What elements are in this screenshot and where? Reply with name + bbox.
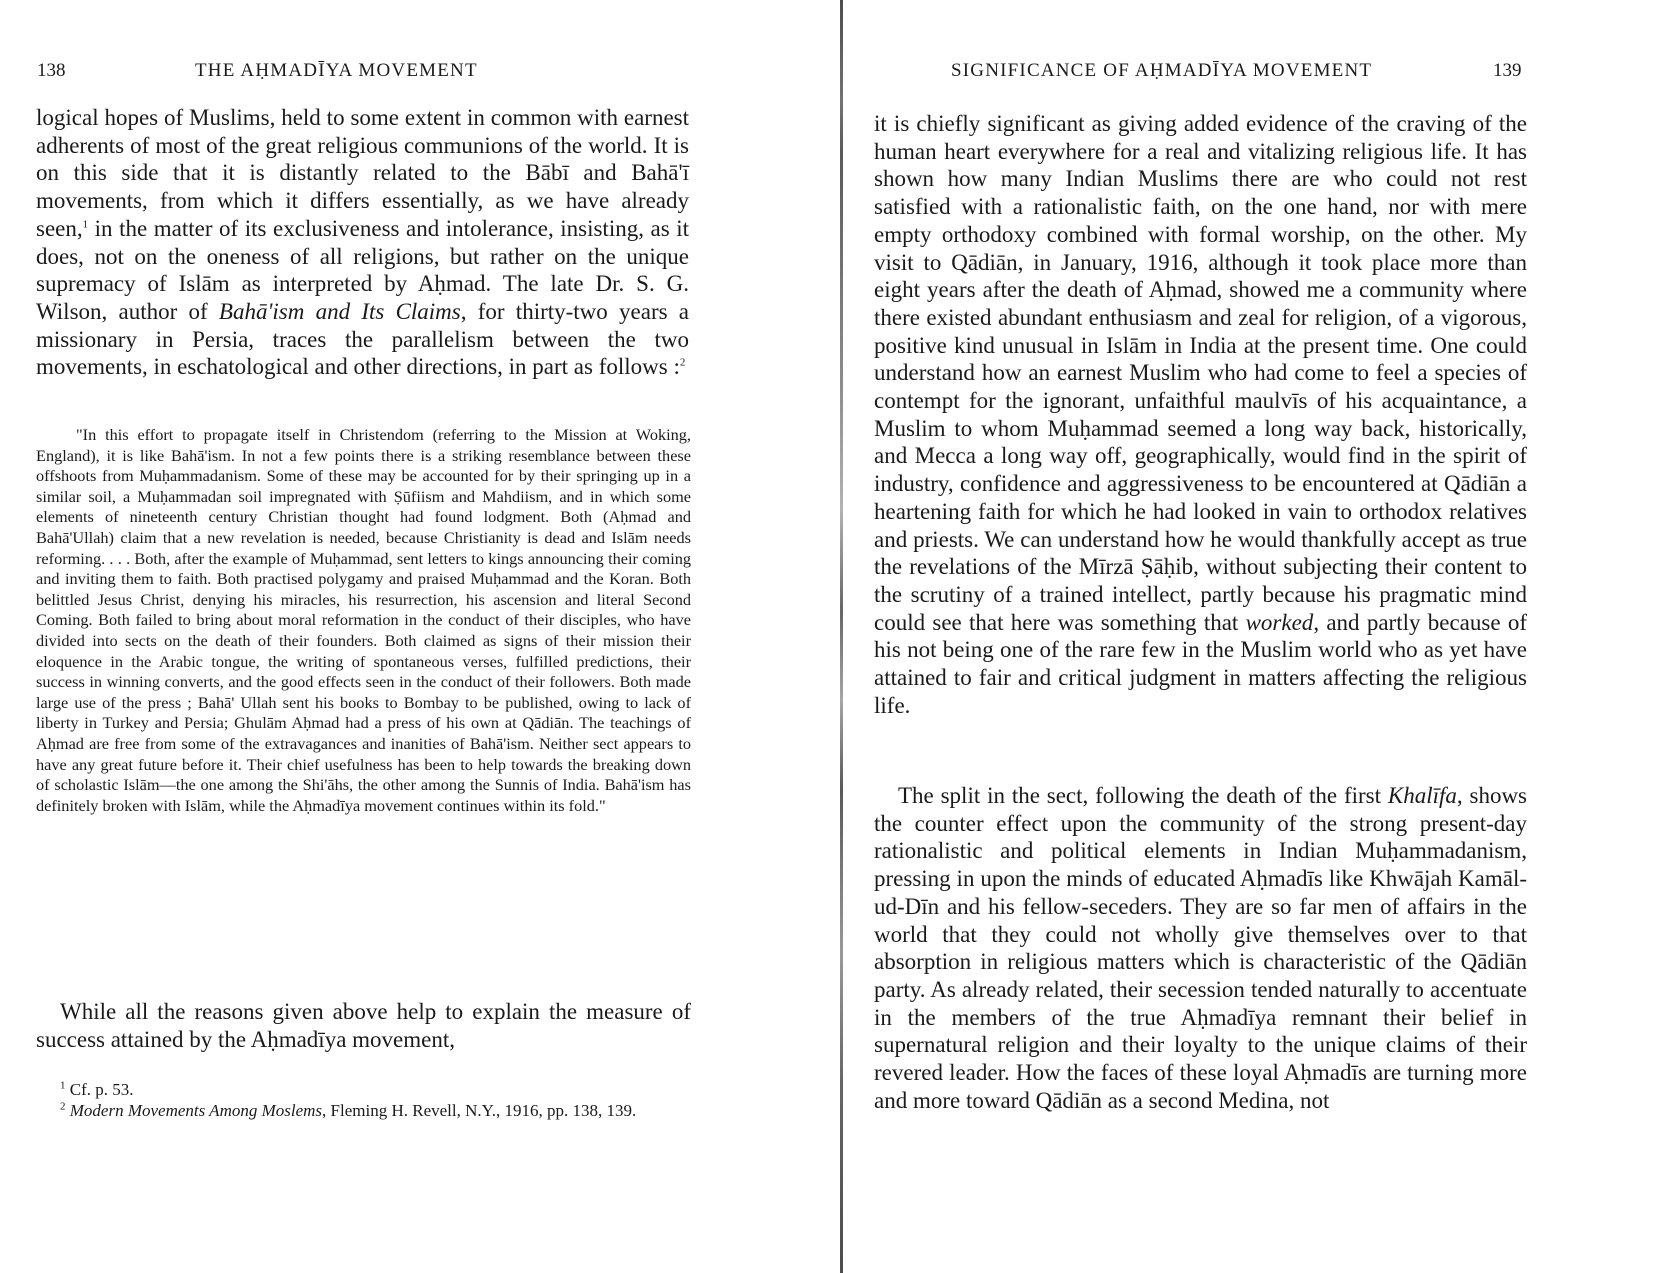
rp2-emphasis: Khalīfa bbox=[1387, 783, 1457, 808]
footnote-1-text: Cf. p. 53. bbox=[65, 1080, 134, 1099]
body-paragraph-1 bbox=[36, 104, 689, 381]
footnote-ref-1: 1 bbox=[82, 218, 89, 231]
footnote-2-marker: 2 bbox=[60, 1100, 66, 1113]
footnote-1-marker: 1 bbox=[60, 1079, 66, 1092]
footnote-2 bbox=[36, 1100, 691, 1121]
rp2-text-b: , shows the counter effect upon the community of the strong present-day rationalistic and political elements in Indian Muḥammadanism, pressing in upon the minds of educated Aḥmadīs like Khwājah Kamāl-ud-Dīn and his fellow-seceders. They are so far men of affairs in the world that they could not wholly give themselves over to that absorption in religious matters which is characteristic of the Qādiān party. As already related, their secession tended naturally to accentuate in the members of the true Aḥmadīya remnant their belief in supernatural religion and their loyalty to the unique claims of their revered leader. How the faces of these loyal Aḥmadīs are turning more and more toward Qādiān as a second Medina, not bbox=[874, 783, 1528, 1113]
block-quote bbox=[36, 425, 691, 816]
book-gutter bbox=[818, 0, 868, 1273]
right-body-paragraph-1 bbox=[874, 110, 1527, 719]
rp1-text-a: it is chiefly significant as giving added evidence of the craving of the human heart everywhere for a real and vitalizing religious life. It has shown how many Indian Muslims there are who could not rest satisfied with a rationalistic faith, on the one hand, nor with mere empty orthodoxy combined with formal worship, on the other. My visit to Qādiān, in January, 1916, although it took place more than eight years after the death of Aḥmad, showed me a community where there existed abundant enthusiasm and zeal for religion, of a vigorous, positive kind unusual in Islām in India at the present time. One could understand how an earnest Muslim who had come to feel a species of contempt for the ignorant, unfaithful maulvīs of his acquaintance, a Muslim to whom Muḥammad seemed a long way back, historically, and Mecca a long way off, geographically, would find in the spirit of industry, confidence and aggressiveness to be encountered at Qādiān a heartening faith for which he had looked in vain to orthodox relatives and priests. We can understand how he would thankfully accept as true the revelations of the Mīrzā Ṣāḥib, without subjecting their content to the scrutiny of a trained intellect, partly because his pragmatic mind could see that here was something that bbox=[874, 111, 1527, 635]
footnotes bbox=[36, 1079, 691, 1121]
quote-text: "In this effort to propagate itself in Christendom (referring to the Mission at Woking, England), it is like Bahā'ism. In not a few points there is a striking resemblance between these offshoots from Muḥammadanism. Some of these may be accounted for by their springing up in a similar soil, a Muḥammadan soil impregnated with Ṣūfiism and Mahdiism, and in which some elements of nineteenth century Christian thought had found lodgment. Both (Aḥmad and Bahā'Ullah) claim that a new revelation is needed, because Christianity is dead and Islām needs reforming. . . . Both, after the example of Muḥammad, sent letters to kings announcing their coming and inviting them to faith. Both practised polygamy and praised Muḥammad and the Koran. Both belittled Jesus Christ, denying his miracles, his resurrection, his ascension and literal Second Coming. Both failed to bring about moral reformation in the conduct of their disciples, who have divided into sects on the death of their founders. Both claimed as signs of their mission their eloquence in the Arabic tongue, the writing of spontaneous verses, fulfilled predictions, their success in winning converts, and the good effects seen in the conduct of their followers. Both made large use of the press ; Bahā' Ullah sent his books to Bombay to be published, owing to lack of liberty in Turkey and Persia; Ghulām Aḥmad had a press of his own at Qādiān. The teachings of Aḥmad are free from some of the extravagances and inanities of Bahā'ism. Neither sect appears to have any great future before it. Their chief usefulness has been to help towards the breaking down of scholastic Islām—the one among the Shi'āhs, the other among the Sunnis of India. Bahā'ism has definitely broken with Islām, while the Aḥmadīya movement continues within its fold." bbox=[36, 425, 691, 815]
running-head-right: SIGNIFICANCE OF AḤMADĪYA MOVEMENT bbox=[951, 60, 1373, 81]
right-page bbox=[874, 0, 1680, 1273]
page-number-left: 138 bbox=[37, 60, 66, 81]
p1-text-b: in the matter of its exclusiveness and intolerance, insisting, as it does, not on the oneness of all religions, but rather on the unique supremacy of Islām as interpreted by Aḥmad. The late Dr. S. G. Wilson, author of bbox=[36, 215, 689, 324]
right-body-paragraph-2 bbox=[874, 782, 1527, 1114]
body-paragraph-2 bbox=[36, 998, 691, 1053]
rp2-text-a: The split in the sect, following the death of the first bbox=[898, 783, 1388, 808]
rp1-emphasis: worked bbox=[1245, 609, 1314, 635]
p2-text: While all the reasons given above help to explain the measure of success attained by the Aḥmadīya movement, bbox=[36, 999, 691, 1052]
footnote-1 bbox=[36, 1079, 691, 1100]
footnote-ref-2: 2 bbox=[679, 356, 686, 369]
p1-text-c: , for thirty-two years a missionary in Persia, traces the parallelism between the two movements, in eschatological and other directions, in part as follows : bbox=[36, 298, 690, 380]
running-head-left: THE AḤMADĪYA MOVEMENT bbox=[195, 60, 478, 81]
left-page bbox=[0, 0, 810, 1273]
page-number-right: 139 bbox=[1493, 60, 1522, 81]
footnote-2-text: , Fleming H. Revell, N.Y., 1916, pp. 138, 139. bbox=[322, 1101, 637, 1120]
book-title: Bahā'ism and Its Claims bbox=[218, 298, 461, 324]
footnote-2-title: Modern Movements Among Moslems bbox=[69, 1101, 323, 1120]
p1-text-a: logical hopes of Muslims, held to some extent in common with earnest adherents of most of the great religious communions of the world. It is on this side that it is distantly related to the Bābī and Bahā'ī movements, from which it differs essentially, as we have already seen, bbox=[36, 105, 689, 241]
rp1-text-b: , and partly because of his not being one of the rare few in the Muslim world who as yet have attained to fair and critical judgment in matters affecting the religious life. bbox=[874, 609, 1527, 718]
gutter-shadow bbox=[840, 0, 843, 1273]
